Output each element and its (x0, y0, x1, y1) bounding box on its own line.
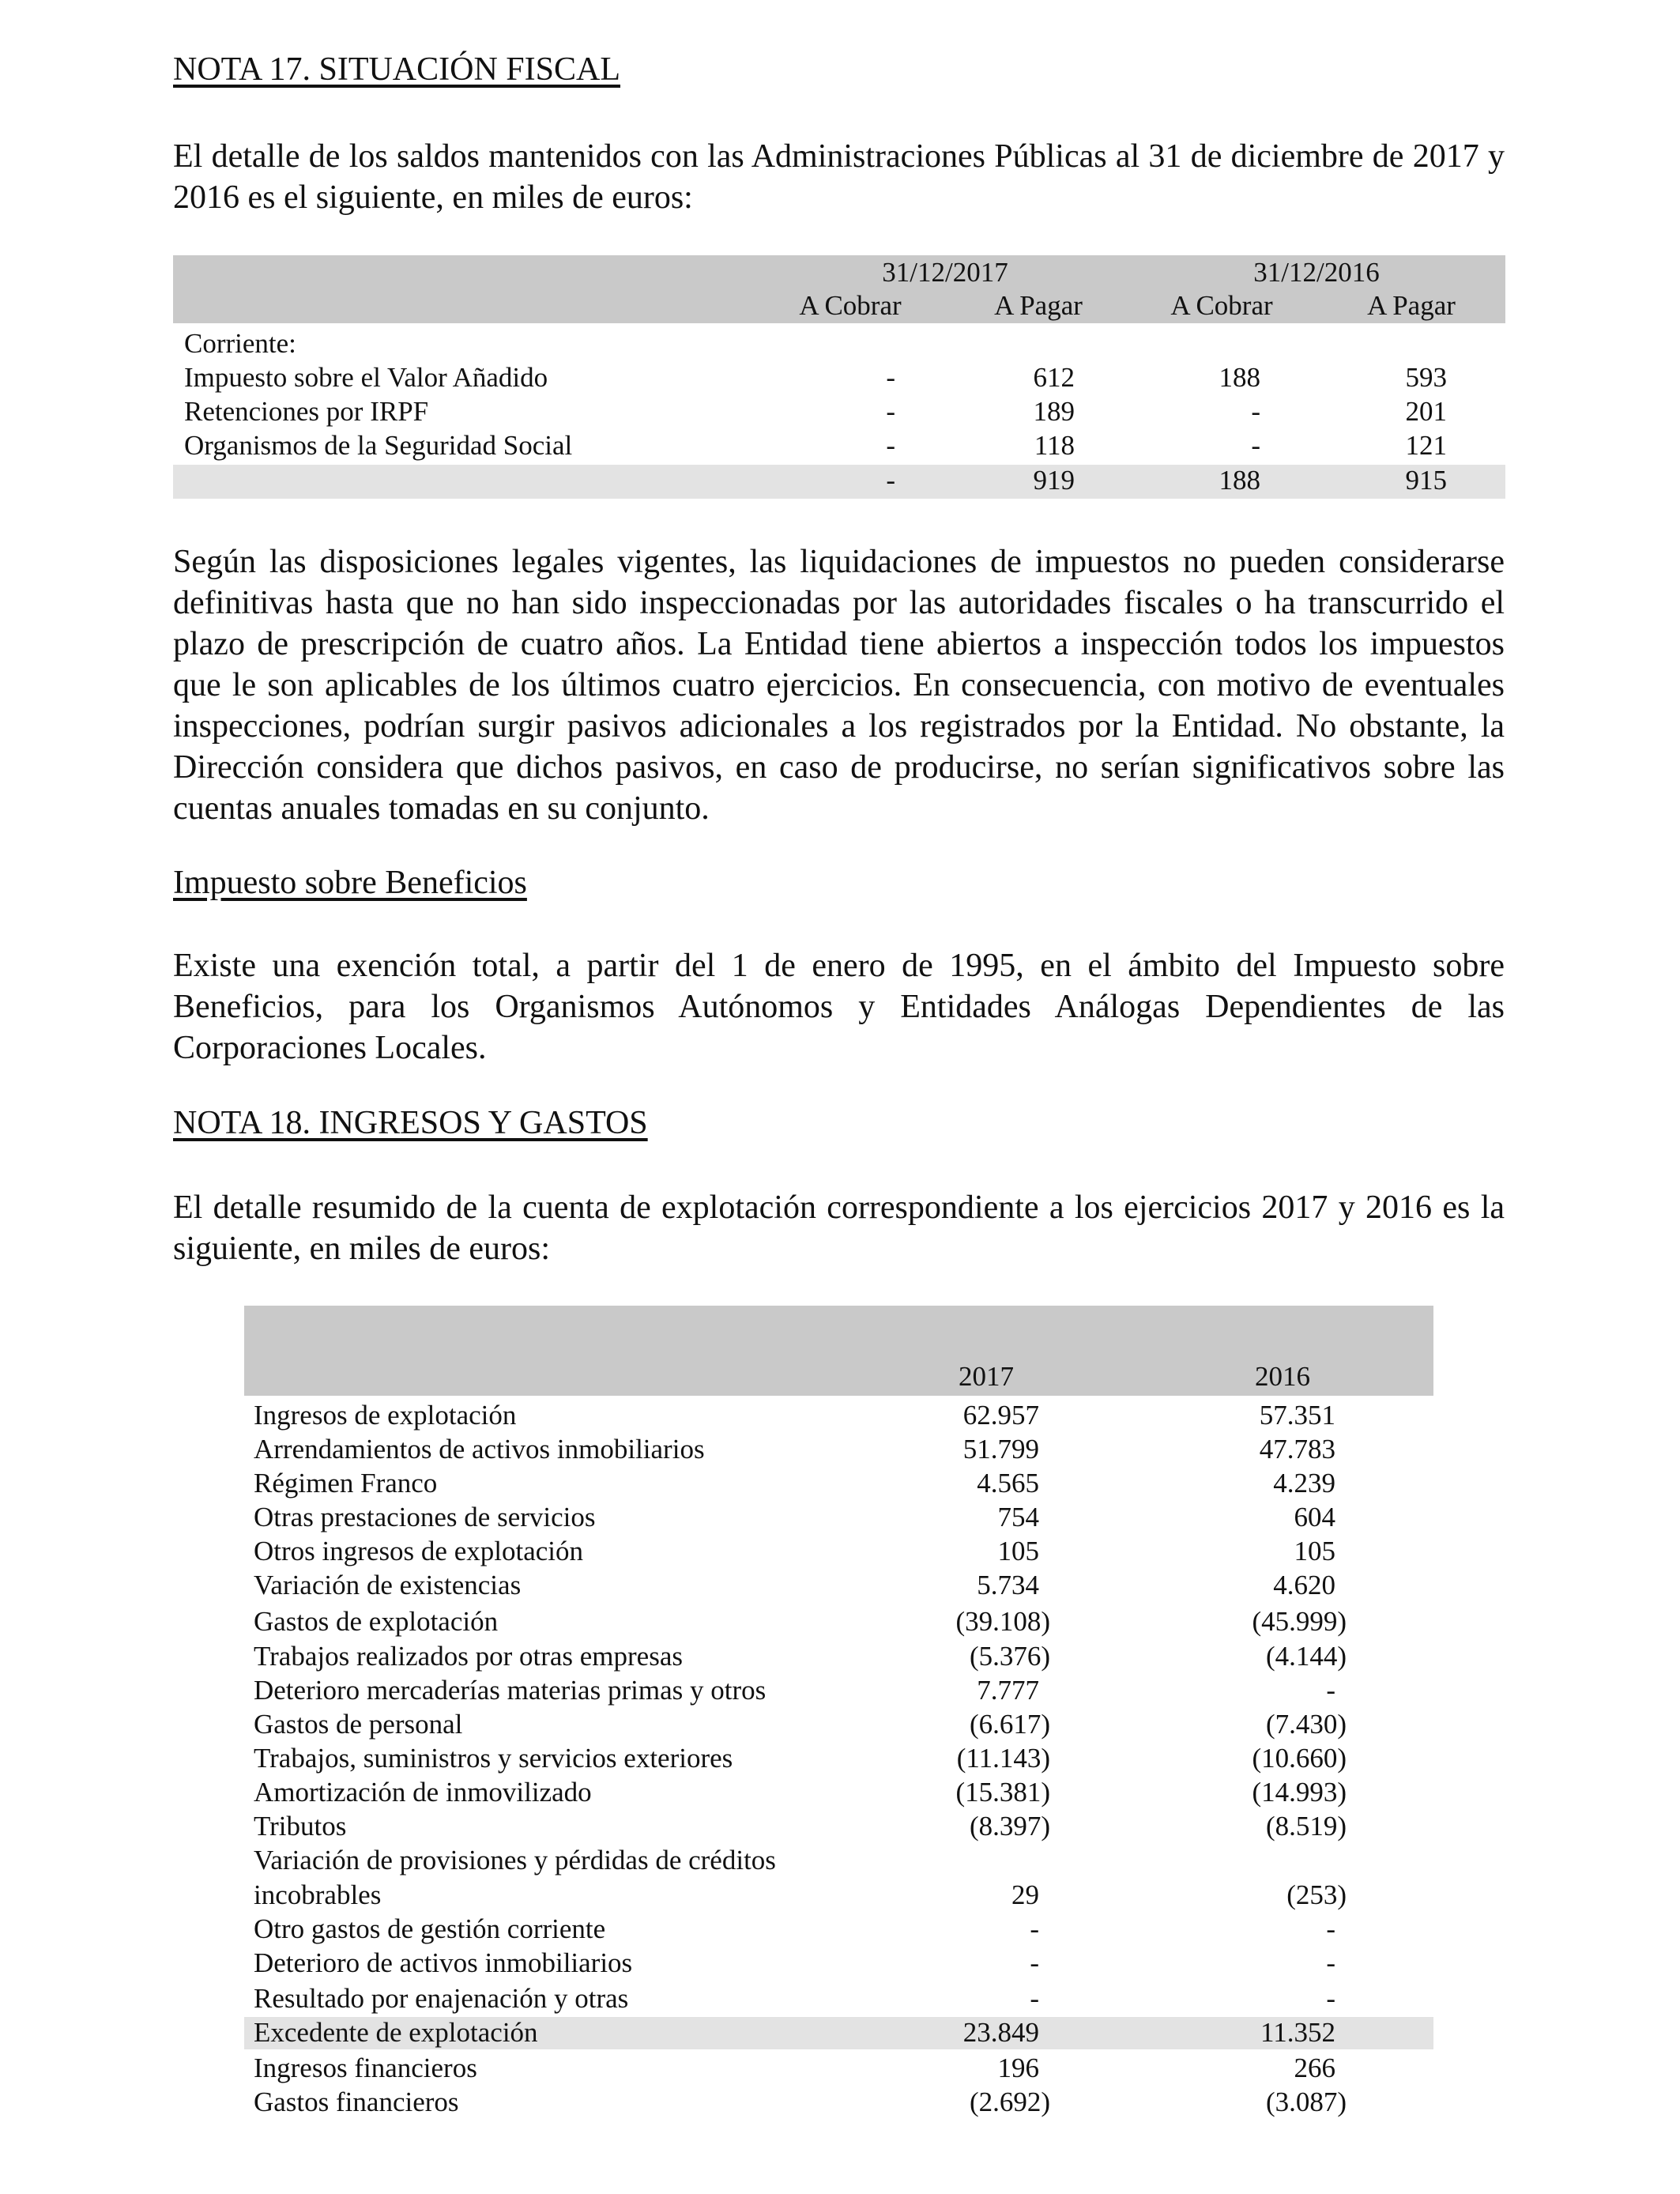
table-row (244, 1570, 1433, 1602)
cell-pagar-2016: 201 (1405, 396, 1447, 427)
row-label: Resultado por enajenación y otras (254, 1983, 629, 2014)
cell-2016: - (1326, 1913, 1335, 1944)
cell-2017: 7.777 (977, 1675, 1039, 1706)
table-row (244, 1536, 1433, 1568)
row-label: Trabajos, suministros y servicios exteriores (254, 1743, 733, 1774)
table-row (244, 1845, 1433, 1877)
cell-2016: 47.783 (1259, 1434, 1335, 1465)
table-row (244, 2053, 1433, 2085)
cell-cobrar-2016: - (1251, 430, 1260, 461)
table-row (173, 362, 1505, 396)
total-row (173, 465, 1505, 499)
cell-2016: 604 (1294, 1502, 1335, 1532)
cell-2017: 4.565 (977, 1468, 1039, 1498)
cell-cobrar-2017: - (886, 396, 895, 427)
cell-cobrar-2017: - (886, 430, 895, 461)
table-row (244, 1709, 1433, 1741)
row-label: Amortización de inmovilizado (254, 1777, 592, 1808)
row-label: Otros ingresos de explotación (254, 1536, 583, 1566)
cell-2017: (8.397) (969, 1811, 1050, 1842)
nota17-intro: El detalle de los saldos mantenidos con las Administraciones Públicas al 31 de diciembre de 2017 y 2016 es el siguiente, en miles de euros: (173, 138, 1505, 216)
cell-2016: 11.352 (1260, 2017, 1335, 2048)
row-label: Deterioro mercaderías materias primas y otros (254, 1675, 767, 1706)
highlight-row (244, 2017, 1433, 2049)
cell-2016: (4.144) (1265, 1641, 1347, 1672)
header-year-2016: 31/12/2016 (1253, 257, 1380, 288)
table-row (244, 1983, 1433, 2015)
nota17-title: NOTA 17. SITUACIÓN FISCAL (173, 51, 620, 88)
cell-2017: 5.734 (977, 1570, 1039, 1600)
row-label: Otro gastos de gestión corriente (254, 1913, 606, 1944)
table-row (244, 1675, 1433, 1707)
cell-cobrar-2017: - (886, 362, 895, 393)
cell-cobrar-2016: - (1251, 396, 1260, 427)
total-cobrar-2017: - (886, 465, 895, 496)
cell-2017: (11.143) (956, 1743, 1050, 1774)
cell-2016: (45.999) (1252, 1606, 1347, 1637)
row-label: Variación de existencias (254, 1570, 522, 1600)
table-row (244, 1468, 1433, 1500)
table-row (173, 396, 1505, 430)
header-pagar-2017: A Pagar (994, 290, 1083, 321)
cell-2017: 29 (1011, 1879, 1039, 1910)
table-row (244, 1743, 1433, 1775)
row-label: Gastos de explotación (254, 1606, 499, 1637)
total-cobrar-2016: 188 (1219, 465, 1260, 496)
cell-2016: 57.351 (1259, 1400, 1335, 1431)
row-label: Ingresos de explotación (254, 1400, 517, 1431)
cell-2016: 4.239 (1273, 1468, 1335, 1498)
row-label: Impuesto sobre el Valor Añadido (184, 362, 548, 393)
table-row (244, 2087, 1433, 2119)
row-label: Gastos de personal (254, 1709, 463, 1740)
table-row (244, 1947, 1433, 1980)
row-label: Tributos (254, 1811, 347, 1842)
cell-pagar-2017: 118 (1034, 430, 1075, 461)
header-pagar-2016: A Pagar (1367, 290, 1456, 321)
row-label: Organismos de la Seguridad Social (184, 430, 573, 461)
cell-2016: 105 (1294, 1536, 1335, 1566)
cell-2016: 4.620 (1273, 1570, 1335, 1600)
cell-2017: - (1030, 1913, 1039, 1944)
header-year-2016: 2016 (1255, 1361, 1310, 1392)
cell-pagar-2016: 121 (1405, 430, 1447, 461)
cell-2016: - (1326, 1947, 1335, 1978)
cell-pagar-2017: 189 (1033, 396, 1075, 427)
row-label: Excedente de explotación (254, 2017, 538, 2048)
row-label: Arrendamientos de activos inmobiliarios (254, 1434, 705, 1465)
row-label: Ingresos financieros (254, 2053, 477, 2083)
section-label-row (173, 328, 1505, 362)
cell-2017: (2.692) (969, 2087, 1050, 2117)
table-row (244, 1434, 1433, 1466)
section-label: Corriente: (184, 328, 296, 359)
table-row (244, 1400, 1433, 1432)
row-label: incobrables (254, 1879, 382, 1910)
table-row (244, 1811, 1433, 1843)
cell-2016: (253) (1286, 1879, 1347, 1910)
row-label: Régimen Franco (254, 1468, 438, 1498)
nota17-paragraph-inspection: Según las disposiciones legales vigentes, las liquidaciones de impuestos no pueden considerarse definitivas hasta que no han sido inspeccionadas por las autoridades fiscales o ha transcurrido el plazo de prescripción de cuatro años. La Entidad tiene abiertos a inspección todos los impuestos que le son aplicables de los últimos cuatro ejercicios. En consecuencia, con motivo de eventuales inspecciones, podrían surgir pasivos adicionales a los registrados por la Entidad. No obstante, la Dirección considera que dichos pasivos, en caso de producirse, no serían significativos sobre las cuentas anuales tomadas en su conjunto. (173, 544, 1505, 827)
cell-2017: (6.617) (969, 1709, 1050, 1740)
total-pagar-2017: 919 (1033, 465, 1075, 496)
row-label: Otras prestaciones de servicios (254, 1502, 596, 1532)
nota18-title: NOTA 18. INGRESOS Y GASTOS (173, 1105, 648, 1141)
cell-2017: - (1030, 1947, 1039, 1978)
cell-2017: (5.376) (969, 1641, 1050, 1672)
cell-2017: 51.799 (962, 1434, 1039, 1465)
row-label: Variación de provisiones y pérdidas de créditos (254, 1845, 776, 1875)
cell-pagar-2016: 593 (1405, 362, 1447, 393)
cell-2016: (8.519) (1265, 1811, 1347, 1842)
cell-2016: - (1326, 1675, 1335, 1706)
cell-2017: - (1030, 1983, 1039, 2014)
cell-2016: (7.430) (1265, 1709, 1347, 1740)
table-row (244, 1879, 1433, 1912)
impuesto-beneficios-subheading: Impuesto sobre Beneficios (173, 865, 527, 901)
total-pagar-2016: 915 (1405, 465, 1447, 496)
cell-2017: 196 (997, 2053, 1039, 2083)
table-row (244, 1502, 1433, 1534)
table-row (244, 1606, 1433, 1638)
cell-pagar-2017: 612 (1033, 362, 1075, 393)
nota18-intro: El detalle resumido de la cuenta de explotación correspondiente a los ejercicios 2017 y 2016 es la siguiente, en miles de euros: (173, 1189, 1505, 1267)
cell-2017: 754 (997, 1502, 1039, 1532)
cell-2017: (39.108) (955, 1606, 1050, 1637)
cell-2017: 23.849 (962, 2017, 1039, 2048)
header-cobrar-2016: A Cobrar (1170, 290, 1273, 321)
cell-2016: 266 (1294, 2053, 1335, 2083)
table-row (244, 1777, 1433, 1809)
header-cobrar-2017: A Cobrar (799, 290, 902, 321)
row-label: Gastos financieros (254, 2087, 459, 2117)
cell-2017: 62.957 (962, 1400, 1039, 1431)
cell-cobrar-2016: 188 (1219, 362, 1260, 393)
header-year-2017: 31/12/2017 (882, 257, 1008, 288)
cell-2017: 105 (997, 1536, 1039, 1566)
table-row (173, 430, 1505, 464)
cell-2016: (10.660) (1252, 1743, 1347, 1774)
cell-2017: (15.381) (955, 1777, 1050, 1808)
table-row (244, 1641, 1433, 1673)
cell-2016: (14.993) (1252, 1777, 1347, 1808)
nota17-paragraph-exencion: Existe una exención total, a partir del 1 de enero de 1995, en el ámbito del Impuesto sobre Beneficios, para los Organismos Autónomos y Entidades Análogas Dependientes de las Corporaciones Locales. (173, 948, 1505, 1066)
cell-2016: - (1326, 1983, 1335, 2014)
row-label: Retenciones por IRPF (184, 396, 429, 427)
cell-2016: (3.087) (1265, 2087, 1347, 2117)
row-label: Deterioro de activos inmobiliarios (254, 1947, 633, 1978)
header-year-2017: 2017 (959, 1361, 1014, 1392)
table-row (244, 1913, 1433, 1946)
row-label: Trabajos realizados por otras empresas (254, 1641, 683, 1672)
